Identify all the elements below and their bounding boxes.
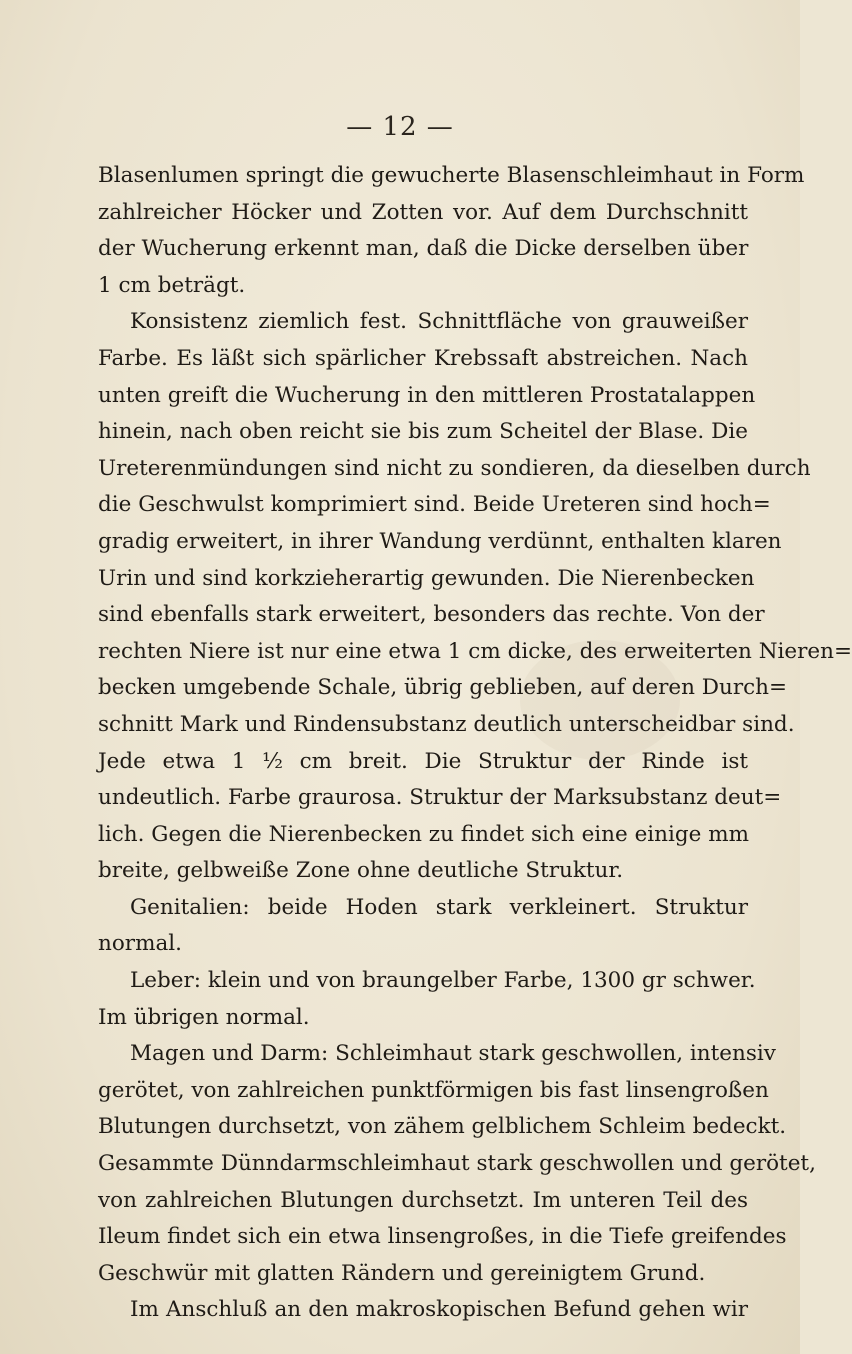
- text-line: Ureterenmündungen sind nicht zu sondieren, da dieselben durch: [98, 455, 811, 481]
- text-line: unten greift die Wucherung in den mittleren Prostatalappen: [98, 382, 756, 408]
- text-line: Im Anschluß an den makroskopischen Befund gehen wir: [130, 1297, 748, 1323]
- text-line: lich. Gegen die Nierenbecken zu findet sich eine einige mm: [98, 821, 750, 847]
- text-line: 1 cm beträgt.: [98, 272, 246, 298]
- text-line: normal.: [98, 931, 182, 957]
- text-line: Im übrigen normal.: [98, 1004, 310, 1030]
- text-line: undeutlich. Farbe graurosa. Struktur der Marksubstanz deut=: [98, 785, 782, 811]
- text-line: Genitalien: beide Hoden stark verkleinert. Struktur: [130, 894, 748, 920]
- text-line: Ileum findet sich ein etwa linsengroßes, in die Tiefe greifendes: [98, 1224, 787, 1250]
- text-line: Blutungen durchsetzt, von zähem gelblichem Schleim bedeckt.: [98, 1114, 787, 1140]
- text-line: zahlreicher Höcker und Zotten vor. Auf dem Durchschnitt: [98, 199, 748, 225]
- text-line: der Wucherung erkennt man, daß die Dicke derselben über: [98, 236, 749, 262]
- text-line: sind ebenfalls stark erweitert, besonders das rechte. Von der: [98, 602, 765, 628]
- text-line: von zahlreichen Blutungen durchsetzt. Im unteren Teil des: [98, 1187, 748, 1213]
- page-number-header: — 12 —: [346, 112, 454, 142]
- text-line: Konsistenz ziemlich fest. Schnittfläche von grauweißer: [130, 309, 748, 335]
- text-line: hinein, nach oben reicht sie bis zum Scheitel der Blase. Die: [98, 419, 748, 445]
- text-line: schnitt Mark und Rindensubstanz deutlich unterscheidbar sind.: [98, 711, 795, 737]
- text-line: breite, gelbweiße Zone ohne deutliche Struktur.: [98, 858, 624, 884]
- text-line: Magen und Darm: Schleimhaut stark geschwollen, intensiv: [130, 1041, 776, 1067]
- text-line: Gesammte Dünndarmschleimhaut stark geschwollen und gerötet,: [98, 1151, 816, 1177]
- text-line: Jede etwa 1 ½ cm breit. Die Struktur der Rinde ist: [98, 748, 748, 774]
- text-line: Urin und sind korkzieherartig gewunden. Die Nierenbecken: [98, 565, 755, 591]
- text-line: Geschwür mit glatten Rändern und gereinigtem Grund.: [98, 1260, 706, 1286]
- text-line: rechten Niere ist nur eine etwa 1 cm dicke, des erweiterten Nieren=: [98, 638, 852, 664]
- text-line: Farbe. Es läßt sich spärlicher Krebssaft abstreichen. Nach: [98, 345, 748, 371]
- text-line: die Geschwulst komprimiert sind. Beide Ureteren sind hoch=: [98, 492, 771, 518]
- text-line: Leber: klein und von braungelber Farbe, 1300 gr schwer.: [130, 968, 756, 994]
- text-line: gradig erweitert, in ihrer Wandung verdünnt, enthalten klaren: [98, 528, 782, 554]
- text-line: gerötet, von zahlreichen punktförmigen bis fast linsengroßen: [98, 1077, 769, 1103]
- text-line: Blasenlumen springt die gewucherte Blasenschleimhaut in Form: [98, 163, 805, 188]
- text-line: becken umgebende Schale, übrig geblieben, auf deren Durch=: [98, 675, 788, 701]
- body-text: [98, 158, 852, 1329]
